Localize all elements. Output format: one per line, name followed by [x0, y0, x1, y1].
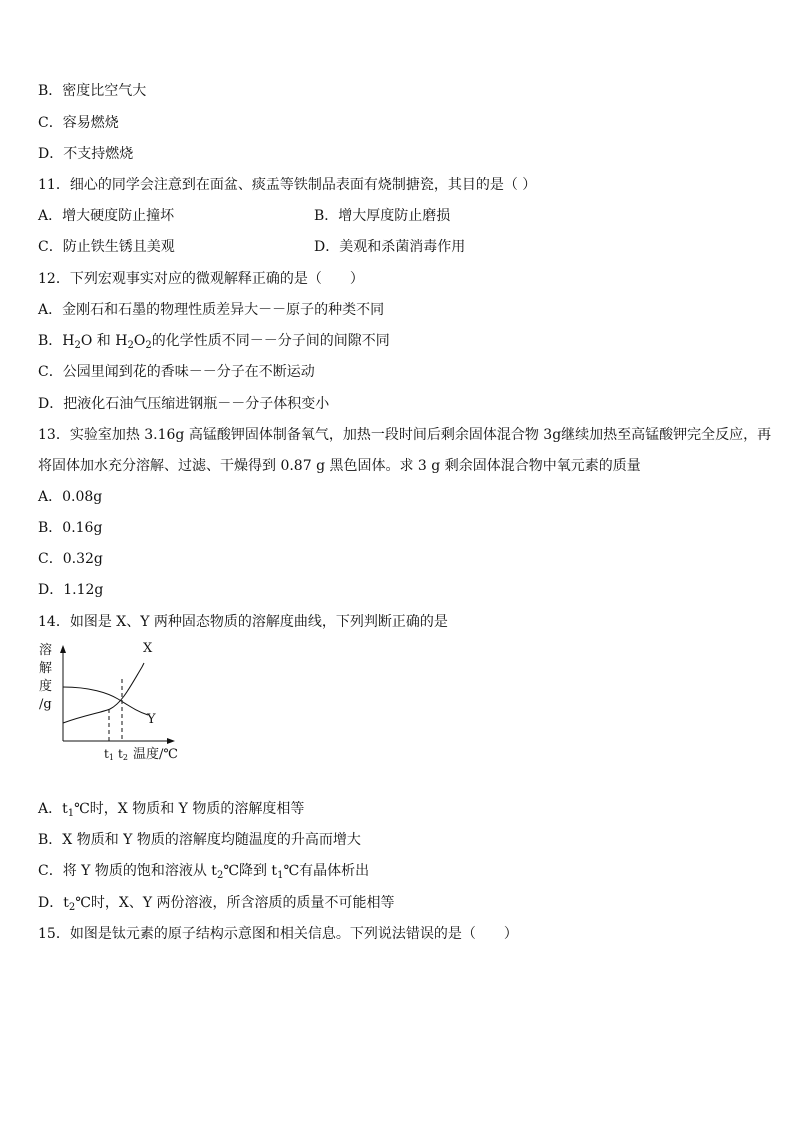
q10-option-b: B．密度比空气大 [38, 83, 147, 99]
q14-c-sub: 1 [277, 870, 284, 881]
curve-x-label: X [143, 641, 153, 656]
q12-b-text: 的化学性质不同－－分子间的间隙不同 [151, 333, 390, 349]
q12-option-d: D．把液化石油气压缩进钢瓶－－分子体积变小 [38, 396, 330, 412]
q12-option-a: A．金刚石和石墨的物理性质差异大－－原子的种类不同 [38, 302, 385, 318]
q13-stem-line-1: 13．实验室加热 3.16g 高锰酸钾固体制备氧气，加热一段时间后剩余固体混合物 3g继续加热至高锰酸钾完全反应，再 [38, 427, 772, 443]
q12-b-text: B．H [38, 333, 75, 349]
q10-option-c: C．容易燃烧 [38, 115, 119, 131]
q14-a-text: A．t [38, 801, 68, 817]
q11-option-b: B．增大厚度防止磨损 [314, 208, 451, 224]
q14-a-text: ℃时，X 物质和 Y 物质的溶解度相等 [74, 801, 305, 817]
x-axis-arrow [167, 738, 175, 744]
q11-option-c: C．防止铁生锈且美观 [38, 239, 175, 255]
curve-y-label: Y [147, 712, 156, 727]
q12-option-b [38, 331, 390, 351]
y-label-char: 度 [39, 679, 53, 694]
q14-c-text: ℃有晶体析出 [283, 863, 370, 879]
q14-option-a [38, 799, 304, 819]
q10-option-d: D．不支持燃烧 [38, 146, 134, 162]
solubility-curve-diagram [30, 637, 190, 763]
q14-d-text: D．t [38, 895, 69, 911]
y-label-char: 溶 [39, 643, 53, 658]
t1-subscript: 1 [108, 753, 114, 762]
q14-option-b: B．X 物质和 Y 物质的溶解度均随温度的升高而增大 [38, 832, 361, 848]
q14-c-text: C．将 Y 物质的饱和溶液从 t [38, 863, 217, 879]
q15-stem: 15．如图是钛元素的原子结构示意图和相关信息。下列说法错误的是（ ） [38, 926, 518, 942]
t2-tick-label [118, 747, 128, 762]
t1-letter: t [104, 747, 109, 761]
t2-letter: t [118, 747, 123, 761]
q14-a-sub: 1 [67, 808, 75, 819]
q13-option-a: A．0.08g [38, 489, 103, 505]
q13-stem-line-2: 将固体加水充分溶解、过滤、干燥得到 0.87 g 黑色固体。求 3 g 剩余固体混合物中氧元素的质量 [38, 458, 641, 474]
q12-b-sub: 2 [145, 340, 152, 351]
q11-option-d: D．美观和杀菌消毒作用 [314, 239, 466, 255]
t1-tick-label [104, 747, 114, 762]
t2-subscript: 2 [122, 753, 128, 762]
q11-stem: 11．细心的同学会注意到在面盆、痰盂等铁制品表面有烧制搪瓷，其目的是（ ） [38, 177, 537, 193]
q14-c-text: ℃降到 t [223, 863, 278, 879]
q14-stem: 14．如图是 X、Y 两种固态物质的溶解度曲线，下列判断正确的是 [38, 614, 448, 630]
q14-d-sub: 2 [68, 902, 76, 913]
q14-d-text: ℃时，X、Y 两份溶液，所含溶质的质量不可能相等 [75, 895, 395, 911]
y-axis-arrow [60, 645, 66, 653]
y-label-char: /g [39, 697, 52, 712]
q12-stem: 12．下列宏观事实对应的微观解释正确的是（ ） [38, 271, 364, 287]
q12-b-text: O 和 H [80, 333, 128, 349]
x-axis-label: 温度/℃ [133, 747, 178, 762]
q12-b-sub: 2 [74, 340, 81, 351]
q13-option-d: D．1.12g [38, 582, 104, 598]
q14-c-sub: 2 [216, 870, 224, 881]
q13-option-b: B．0.16g [38, 520, 103, 536]
q14-option-d [38, 893, 395, 913]
q14-option-c [38, 861, 369, 881]
q12-b-text: O [133, 333, 146, 349]
y-label-char: 解 [39, 661, 53, 676]
q12-b-sub: 2 [127, 340, 134, 351]
q11-option-a: A．增大硬度防止撞坏 [38, 208, 175, 224]
q12-option-c: C．公园里闻到花的香味－－分子在不断运动 [38, 364, 315, 380]
q13-option-c: C．0.32g [38, 551, 103, 567]
